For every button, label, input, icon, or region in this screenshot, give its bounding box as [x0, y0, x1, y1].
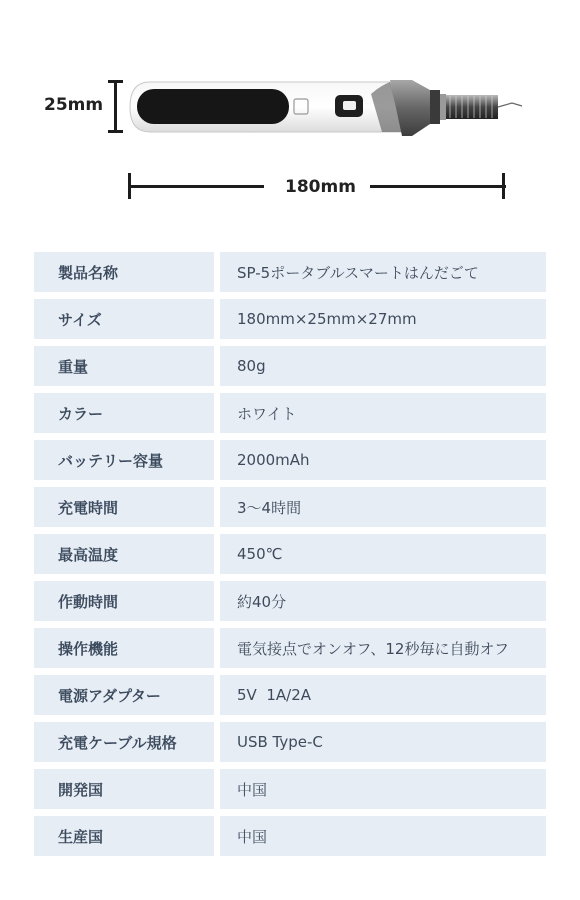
spec-value: 450℃ [220, 534, 546, 574]
spec-value: 中国 [220, 816, 546, 856]
spec-value: 180mm×25mm×27mm [220, 299, 546, 339]
length-dimension-cap-right [502, 173, 505, 199]
spec-value: 2000mAh [220, 440, 546, 480]
spec-value: SP-5ポータブルスマートはんだごて [220, 252, 546, 292]
spec-value: USB Type-C [220, 722, 546, 762]
spec-key: 操作機能 [34, 628, 214, 668]
spec-row [34, 628, 546, 668]
grip-pad [137, 89, 289, 124]
spec-row [34, 581, 546, 621]
spec-key: 生産国 [34, 816, 214, 856]
spec-value: 5V 1A/2A [220, 675, 546, 715]
spec-value: 約40分 [220, 581, 546, 621]
length-dimension-label: 180mm [285, 177, 356, 197]
spec-key: 製品名称 [34, 252, 214, 292]
spec-table [34, 252, 546, 863]
spec-row [34, 346, 546, 386]
soldering-iron-image [128, 74, 528, 144]
height-dimension-line [114, 80, 117, 133]
height-dimension-label: 25mm [44, 95, 104, 115]
spec-key: カラー [34, 393, 214, 433]
height-dimension-cap-top [108, 80, 123, 83]
spec-row [34, 252, 546, 292]
spec-row [34, 769, 546, 809]
length-dimension-line-right [370, 185, 506, 188]
spec-value: 3〜4時間 [220, 487, 546, 527]
spec-key: 開発国 [34, 769, 214, 809]
spec-key: 充電時間 [34, 487, 214, 527]
spec-key: バッテリー容量 [34, 440, 214, 480]
spec-key: サイズ [34, 299, 214, 339]
soldering-tip [446, 95, 498, 119]
spec-key: 最高温度 [34, 534, 214, 574]
spec-key: 重量 [34, 346, 214, 386]
height-dimension-cap-bottom [108, 130, 123, 133]
spec-row [34, 440, 546, 480]
spec-value: 中国 [220, 769, 546, 809]
spec-row [34, 299, 546, 339]
spec-row [34, 393, 546, 433]
spec-key: 電源アダプター [34, 675, 214, 715]
length-dimension-line-left [128, 185, 264, 188]
spec-value: 電気接点でオンオフ、12秒毎に自動オフ [220, 628, 546, 668]
spec-row [34, 534, 546, 574]
spec-key: 充電ケーブル規格 [34, 722, 214, 762]
spec-value: 80g [220, 346, 546, 386]
spec-row [34, 487, 546, 527]
spec-value: ホワイト [220, 393, 546, 433]
spec-key: 作動時間 [34, 581, 214, 621]
spec-row [34, 722, 546, 762]
spec-row [34, 675, 546, 715]
spec-row [34, 816, 546, 856]
